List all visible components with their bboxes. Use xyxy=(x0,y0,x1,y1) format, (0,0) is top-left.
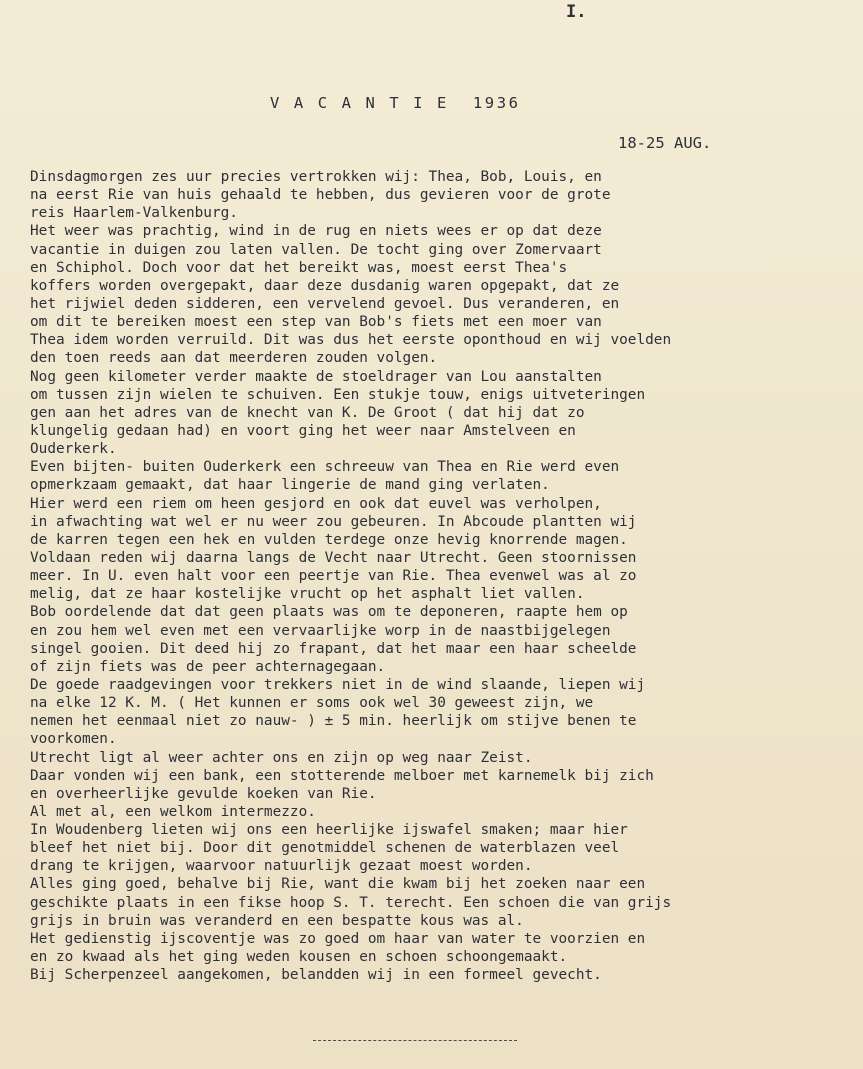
text-line: vacantie in duigen zou laten vallen. De tocht ging over Zomervaart xyxy=(30,241,602,258)
text-line: Even bijten- buiten Ouderkerk een schreeuw van Thea en Rie werd even xyxy=(30,459,620,476)
text-line: Daar vonden wij een bank, een stotterende melboer met karnemelk bij zich xyxy=(30,767,654,784)
text-line: en overheerlijke gevulde koeken van Rie. xyxy=(30,785,377,802)
text-line: drang te krijgen, waarvoor natuurlijk gezaat moest worden. xyxy=(30,858,533,875)
text-line: Ouderkerk. xyxy=(30,441,117,458)
text-line: klungelig gedaan had) en voort ging het weer naar Amstelveen en xyxy=(30,422,576,439)
text-line: om tussen zijn wielen te schuiven. Een stukje touw, enigs uitveteringen xyxy=(30,386,646,403)
text-line: melig, dat ze haar kostelijke vrucht op het asphalt liet vallen. xyxy=(30,586,585,603)
page-number: I. xyxy=(566,2,587,22)
text-line: het rijwiel deden sidderen, een vervelend gevoel. Dus veranderen, en xyxy=(30,295,620,312)
document-title: V A C A N T I E 1936 xyxy=(270,94,521,112)
text-line: Dinsdagmorgen zes uur precies vertrokken wij: Thea, Bob, Louis, en xyxy=(30,169,602,185)
text-line: gen aan het adres van de knecht van K. De Groot ( dat hij dat zo xyxy=(30,404,585,421)
body-text xyxy=(30,168,860,984)
text-line: om dit te bereiken moest een step van Bob's fiets met een moer van xyxy=(30,314,602,331)
text-line: Alles ging goed, behalve bij Rie, want die kwam bij het zoeken naar een xyxy=(30,876,646,893)
text-line: koffers worden overgepakt, daar deze dusdanig waren opgepakt, dat ze xyxy=(30,277,620,294)
text-line: nemen het eenmaal niet zo nauw- ) ± 5 min. heerlijk om stijve benen te xyxy=(30,713,637,730)
text-line: Utrecht ligt al weer achter ons en zijn op weg naar Zeist. xyxy=(30,749,533,766)
text-line: na elke 12 K. M. ( Het kunnen er soms ook wel 30 geweest zijn, we xyxy=(30,695,594,712)
text-line: singel gooien. Dit deed hij zo frapant, dat het maar een haar scheelde xyxy=(30,640,637,657)
text-line: Het gedienstig ijscoventje was zo goed om haar van water te voorzien en xyxy=(30,930,646,947)
text-line: na eerst Rie van huis gehaald te hebben, dus gevieren voor de grote xyxy=(30,187,611,204)
text-line: Nog geen kilometer verder maakte de stoeldrager van Lou aanstalten xyxy=(30,368,602,385)
text-line: In Woudenberg lieten wij ons een heerlijke ijswafel smaken; maar hier xyxy=(30,822,628,839)
text-line: en zo kwaad als het ging weden kousen en schoen schoongemaakt. xyxy=(30,949,568,966)
text-line: Hier werd een riem om heen gesjord en ook dat euvel was verholpen, xyxy=(30,495,602,512)
text-line: bleef het niet bij. Door dit genotmiddel schenen de waterblazen veel xyxy=(30,840,620,857)
text-line: grijs in bruin was veranderd en een bespatte kous was al. xyxy=(30,912,524,929)
text-line: voorkomen. xyxy=(30,731,117,748)
text-line: geschikte plaats in een fikse hoop S. T. terecht. Een schoen die van grijs xyxy=(30,894,672,911)
text-line: opmerkzaam gemaakt, dat haar lingerie de mand ging verlaten. xyxy=(30,477,550,494)
text-line: Bob oordelende dat dat geen plaats was om te deponeren, raapte hem op xyxy=(30,604,628,621)
closing-divider xyxy=(313,1040,517,1041)
text-line: Het weer was prachtig, wind in de rug en niets wees er op dat deze xyxy=(30,223,602,240)
text-line: en Schiphol. Doch voor dat het bereikt was, moest eerst Thea's xyxy=(30,259,568,276)
text-line: meer. In U. even halt voor een peertje van Rie. Thea evenwel was al zo xyxy=(30,568,637,585)
text-line: den toen reeds aan dat meerderen zouden volgen. xyxy=(30,350,438,367)
text-line: Al met al, een welkom intermezzo. xyxy=(30,803,316,820)
text-line: De goede raadgevingen voor trekkers niet in de wind slaande, liepen wij xyxy=(30,676,646,693)
text-line: Bij Scherpenzeel aangekomen, belandden wij in een formeel gevecht. xyxy=(30,967,602,984)
document-date: 18-25 AUG. xyxy=(618,134,712,152)
text-line: en zou hem wel even met een vervaarlijke worp in de naastbijgelegen xyxy=(30,622,611,639)
text-line: of zijn fiets was de peer achternagegaan. xyxy=(30,658,386,675)
text-line: in afwachting wat wel er nu weer zou gebeuren. In Abcoude plantten wij xyxy=(30,513,637,530)
text-line: Thea idem worden verruild. Dit was dus het eerste oponthoud en wij voelden xyxy=(30,332,672,349)
text-line: reis Haarlem-Valkenburg. xyxy=(30,205,238,222)
text-line: de karren tegen een hek en vulden terdege onze hevig knorrende magen. xyxy=(30,531,628,548)
text-line: Voldaan reden wij daarna langs de Vecht naar Utrecht. Geen stoornissen xyxy=(30,549,637,566)
